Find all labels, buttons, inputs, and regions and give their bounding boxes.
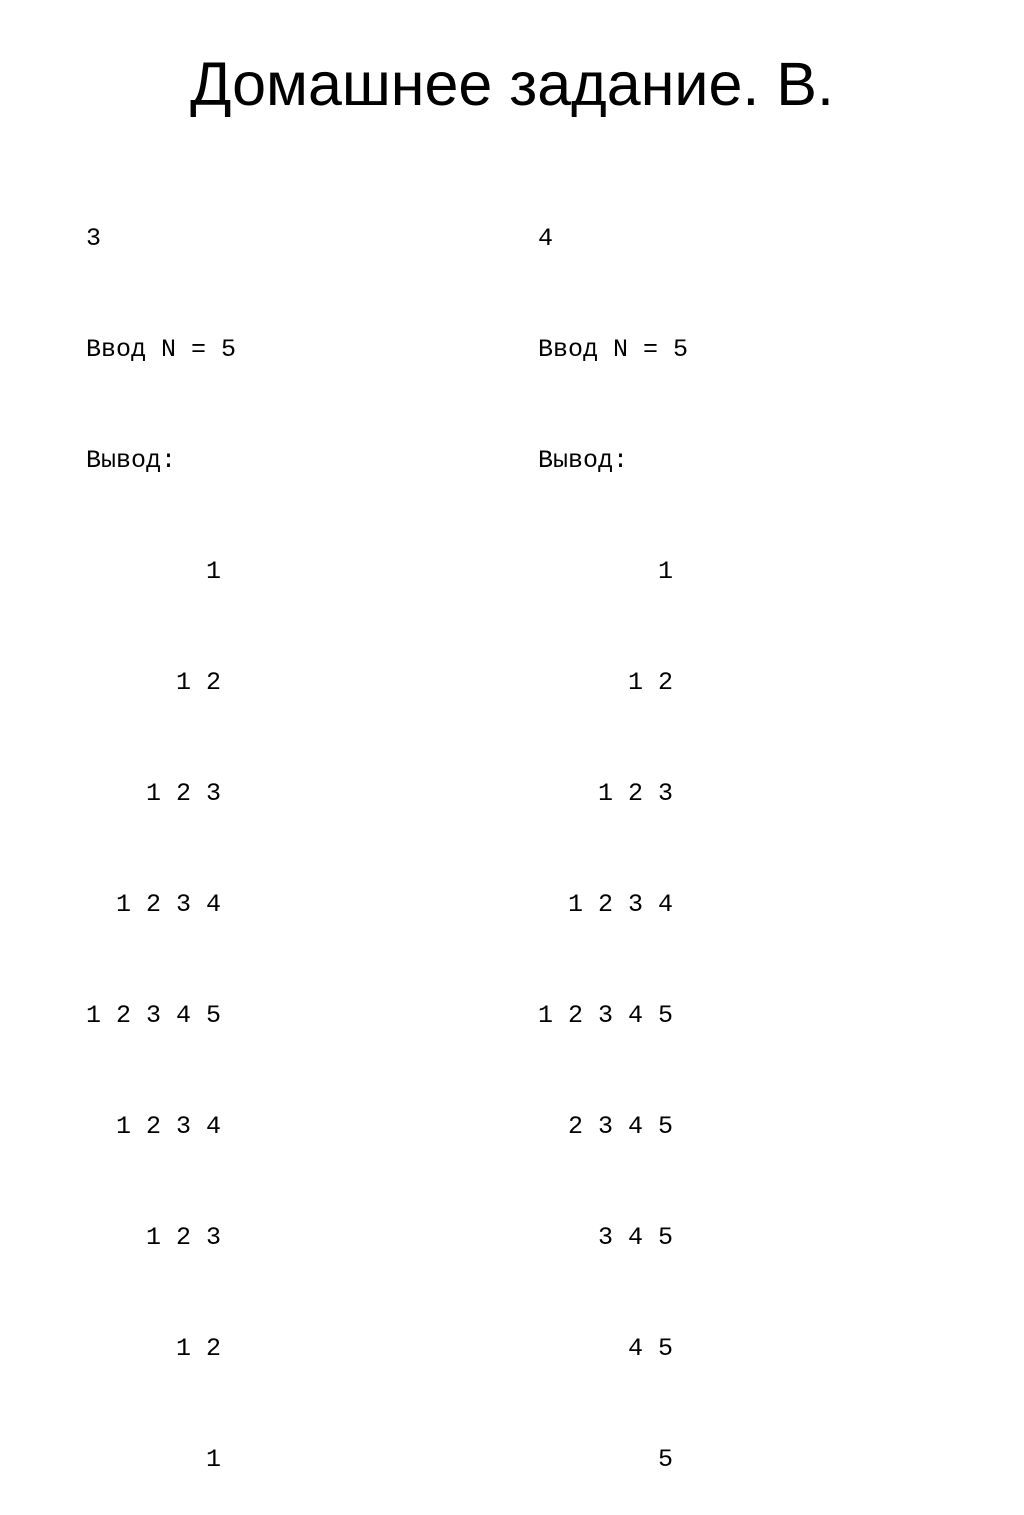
output-line: 1	[86, 1445, 222, 1474]
task-4-block	[538, 146, 688, 1515]
output-line: 1 2	[86, 1334, 222, 1363]
output-line: 5	[538, 1445, 674, 1474]
task-number: 4	[538, 224, 554, 253]
output-label: Вывод:	[538, 446, 629, 475]
task-3-block	[86, 146, 236, 1515]
output-line: 2 3 4 5	[538, 1112, 674, 1141]
output-line: 4 5	[538, 1334, 674, 1363]
output-line: 1 2 3 4 5	[86, 1001, 222, 1030]
output-line: 1 2 3 4	[86, 1112, 222, 1141]
output-line: 1	[86, 557, 222, 586]
output-label: Вывод:	[86, 446, 177, 475]
output-line: 1 2	[86, 668, 222, 697]
output-line: 1 2 3	[538, 779, 674, 808]
output-line: 1 2 3	[86, 779, 222, 808]
output-line: 1 2 3 4	[538, 890, 674, 919]
input-line: Ввод N = 5	[538, 335, 689, 364]
output-line: 1 2 3 4 5	[538, 1001, 674, 1030]
slide-title: Домашнее задание. В.	[190, 50, 834, 118]
output-line: 1 2 3 4	[86, 890, 222, 919]
output-line: 1 2 3	[86, 1223, 222, 1252]
output-line: 1 2	[538, 668, 674, 697]
output-line: 1	[538, 557, 674, 586]
input-line: Ввод N = 5	[86, 335, 237, 364]
output-line: 3 4 5	[538, 1223, 674, 1252]
task-number: 3	[86, 224, 102, 253]
